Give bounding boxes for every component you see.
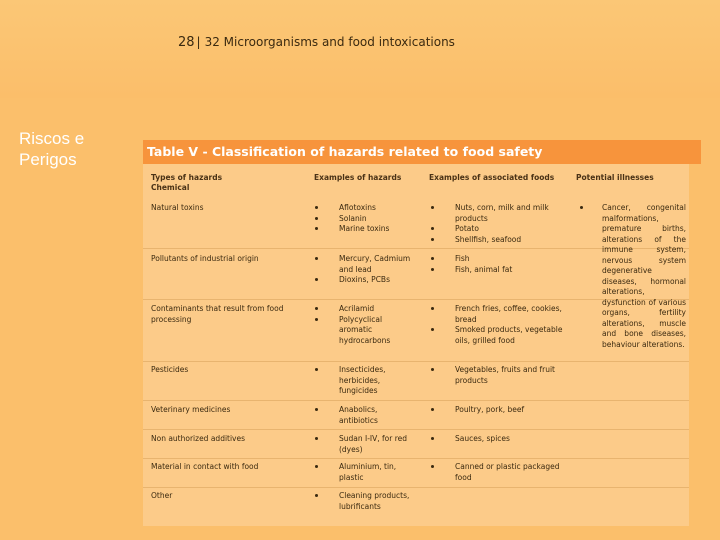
column-header-foods <box>429 173 554 183</box>
row-divider <box>143 400 689 401</box>
page-header <box>0 0 720 98</box>
side-title: Riscos e Perigos <box>19 129 85 169</box>
hazard-examples <box>313 434 413 455</box>
list-item: Vegetables, fruits and fruit products <box>429 365 563 386</box>
list-item: French fries, coffee, cookies, bread <box>429 304 563 325</box>
food-examples <box>429 462 563 483</box>
column-header-types-sub: Chemical <box>151 183 190 192</box>
column-header-types-label: Types of hazards <box>151 173 223 182</box>
hazard-type: Material in contact with food <box>151 462 259 471</box>
hazard-examples <box>313 203 413 235</box>
column-header-types <box>151 173 222 193</box>
food-examples <box>429 254 563 275</box>
column-header-hazards <box>314 173 401 183</box>
row-divider <box>143 429 689 430</box>
food-examples <box>429 203 563 245</box>
list-item: Mercury, Cadmium and lead <box>313 254 413 275</box>
hazard-examples <box>313 304 413 346</box>
list-item: Smoked products, vegetable oils, grilled food <box>429 325 563 346</box>
hazard-type: Other <box>151 491 173 500</box>
running-header <box>178 35 455 50</box>
table-title: Table V - Classification of hazards related to food safety <box>143 140 701 164</box>
list-item: Sauces, spices <box>429 434 563 445</box>
column-header-foods-label: Examples of associated foods <box>429 173 555 182</box>
hazard-type: Natural toxins <box>151 203 204 212</box>
list-item: Canned or plastic packaged food <box>429 462 563 483</box>
list-item: Fish, animal fat <box>429 265 563 276</box>
hazard-examples <box>313 405 413 426</box>
hazard-examples <box>313 254 413 286</box>
list-item: Insecticides, herbicides, fungicides <box>313 365 413 397</box>
illnesses-text: Cancer, congenital malformations, premature births, alterations of the immune system, nervous system degenerative diseases, hormonal alterations, dysfunction of various organs, fertility alterations, muscle and bone diseases, behaviour alterations. <box>602 203 686 349</box>
list-item: Solanin <box>313 214 413 225</box>
list-item: Sudan I-IV, for red (dyes) <box>313 434 413 455</box>
food-examples <box>429 365 563 386</box>
list-item: Aluminium, tin, plastic <box>313 462 413 483</box>
row-divider <box>143 458 689 459</box>
page-number: 28 <box>178 35 195 50</box>
food-examples <box>429 434 563 445</box>
list-item: Acrilamid <box>313 304 413 315</box>
list-item: Shellfish, seafood <box>429 235 563 246</box>
list-item: Nuts, corn, milk and milk products <box>429 203 563 224</box>
header-title: 32 Microorganisms and food intoxications <box>204 35 455 49</box>
row-divider <box>143 487 689 488</box>
list-item: Anabolics, antibiotics <box>313 405 413 426</box>
hazard-examples <box>313 491 413 512</box>
column-header-illnesses <box>576 173 654 183</box>
list-item: Polycyclical aromatic hydrocarbons <box>313 315 413 347</box>
hazard-type: Pesticides <box>151 365 189 374</box>
list-item: Dioxins, PCBs <box>313 275 413 286</box>
hazard-type: Pollutants of industrial origin <box>151 254 259 263</box>
hazard-type: Veterinary medicines <box>151 405 231 414</box>
list-item: Aflotoxins <box>313 203 413 214</box>
food-examples <box>429 304 563 346</box>
table-panel <box>143 140 689 526</box>
header-separator: | <box>196 35 201 49</box>
column-header-hazards-label: Examples of hazards <box>314 173 402 182</box>
row-divider <box>143 361 689 362</box>
list-item: Fish <box>429 254 563 265</box>
food-examples <box>429 405 563 416</box>
hazard-type: Non authorized additives <box>151 434 246 443</box>
bullet-icon <box>580 206 583 209</box>
hazard-examples <box>313 365 413 397</box>
list-item: Marine toxins <box>313 224 413 235</box>
column-header-illnesses-label: Potential illnesses <box>576 173 654 182</box>
list-item: Poultry, pork, beef <box>429 405 563 416</box>
list-item: Cleaning products, lubrificants <box>313 491 413 512</box>
hazard-type: Contaminants that result from food processing <box>151 304 284 324</box>
hazard-examples <box>313 462 413 483</box>
list-item: Potato <box>429 224 563 235</box>
